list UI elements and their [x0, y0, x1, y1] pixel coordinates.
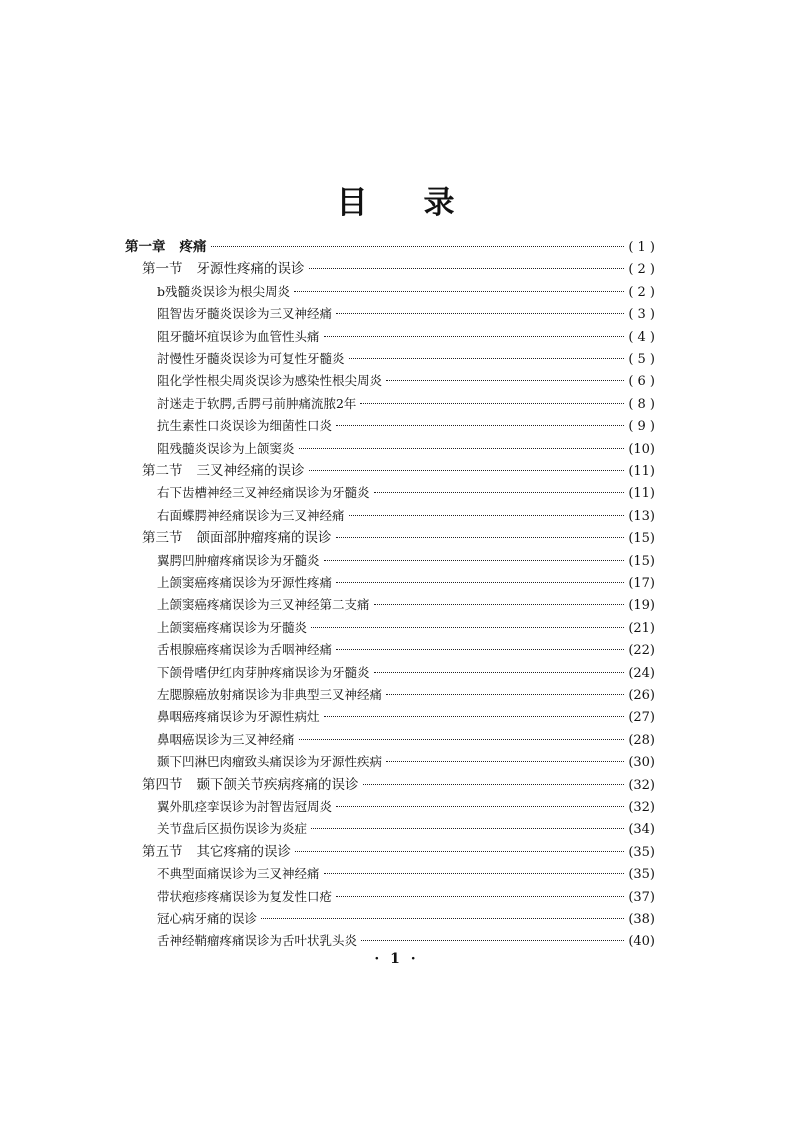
toc-entry-title: 鼻咽癌疼痛误诊为牙源性病灶 — [157, 709, 320, 725]
toc-entry-page: ( 8 ) — [628, 396, 655, 412]
toc-entry[interactable] — [157, 751, 655, 773]
toc-leader-dots — [324, 336, 625, 337]
toc-entry-title: 阻牙髓坏疽误诊为血管性头痛 — [157, 328, 320, 344]
toc-entry[interactable] — [142, 527, 655, 549]
toc-leader-dots — [309, 470, 625, 471]
toc-entry-number: 第二节 — [142, 463, 183, 479]
toc-entry-title: 舌根腺癌疼痛误诊为舌咽神经痛 — [157, 642, 333, 658]
toc-entry[interactable] — [142, 460, 655, 482]
toc-entry-title: 阻化学性根尖周炎误诊为感染性根尖周炎 — [157, 373, 383, 389]
toc-entry-page: (13) — [628, 508, 655, 524]
toc-entry-label — [157, 639, 332, 661]
toc-entry-label — [157, 886, 332, 908]
toc-entry[interactable] — [142, 841, 655, 863]
toc-leader-dots — [363, 784, 625, 785]
toc-entry-label — [142, 258, 305, 280]
toc-entry[interactable] — [157, 438, 655, 460]
toc-entry-page: (15) — [628, 531, 655, 547]
toc-entry-title: 颞下凹淋巴肉瘤致头痛误诊为牙源性疾病 — [157, 754, 383, 770]
toc-entry[interactable] — [157, 348, 655, 370]
toc-entry-title: 其它疼痛的误诊 — [196, 843, 291, 860]
toc-entry[interactable] — [157, 594, 655, 616]
toc-leader-dots — [324, 873, 625, 874]
toc-entry[interactable] — [157, 930, 655, 952]
toc-leader-dots — [336, 537, 625, 538]
toc-entry-label — [157, 818, 307, 840]
toc-entry-page: (37) — [628, 889, 655, 905]
toc-entry[interactable] — [125, 236, 655, 258]
toc-leader-dots — [311, 627, 624, 628]
toc-leader-dots — [386, 694, 624, 695]
toc-leader-dots — [299, 739, 625, 740]
toc-entry-label — [142, 841, 291, 863]
toc-entry-page: (19) — [628, 598, 655, 614]
toc-entry-label — [142, 527, 332, 549]
toc-entry[interactable] — [157, 281, 655, 303]
toc-entry-page: (24) — [628, 665, 655, 681]
toc-entry[interactable] — [157, 706, 655, 728]
toc-entry-title: 左腮腺癌放射痛误诊为非典型三叉神经痛 — [157, 687, 383, 702]
toc-leader-dots — [360, 403, 624, 404]
toc-entry-page: (32) — [628, 777, 655, 793]
toc-entry-label — [142, 774, 359, 796]
toc-entry[interactable] — [157, 729, 655, 751]
toc-entry-page: (32) — [628, 800, 655, 815]
toc-leader-dots — [336, 313, 624, 314]
page-number: · 1 · — [374, 951, 419, 967]
toc-entry-page: ( 6 ) — [628, 374, 655, 390]
page-title-char-1: 目 — [336, 185, 370, 221]
toc-leader-dots — [336, 649, 624, 650]
toc-leader-dots — [324, 560, 625, 561]
toc-entry[interactable] — [157, 886, 655, 908]
toc-entry[interactable] — [157, 908, 655, 930]
toc-entry-label — [142, 460, 305, 482]
toc-entry[interactable] — [157, 393, 655, 415]
toc-leader-dots — [311, 828, 624, 829]
toc-entry-title: 关节盘后区损伤误诊为炎症 — [157, 821, 308, 837]
toc-entry-page: (26) — [628, 688, 655, 703]
toc-entry[interactable] — [157, 639, 655, 661]
toc-entry-title: 翼外肌痉挛误诊为討智齿冠周炎 — [157, 799, 333, 814]
toc-entry[interactable] — [157, 415, 655, 437]
toc-entry-page: (10) — [628, 441, 655, 457]
toc-entry-page: ( 5 ) — [628, 352, 655, 367]
toc-entry-title: 不典型面痛误诊为三叉神经痛 — [157, 866, 320, 882]
toc-entry-label — [157, 594, 370, 616]
toc-entry-page: ( 1 ) — [628, 240, 655, 255]
toc-entry-page: (22) — [628, 643, 655, 659]
toc-entry[interactable] — [157, 326, 655, 348]
toc-entry[interactable] — [157, 662, 655, 684]
toc-leader-dots — [336, 425, 624, 426]
toc-entry-label — [157, 930, 357, 952]
toc-entry[interactable] — [142, 774, 655, 796]
toc-entry-title: 上颌窦癌疼痛误诊为牙髓炎 — [157, 619, 308, 635]
toc-leader-dots — [309, 268, 625, 269]
toc-entry-label — [157, 572, 332, 594]
toc-entry-title: 舌神经鞘瘤疼痛误诊为舌叶状乳头炎 — [157, 933, 358, 949]
toc-entry-page: ( 2 ) — [628, 262, 655, 278]
toc-entry-title: 翼腭凹肿瘤疼痛误诊为牙髓炎 — [157, 552, 320, 568]
toc-entry-label — [157, 729, 295, 751]
toc-entry-page: (35) — [628, 844, 655, 860]
toc-entry-page: (35) — [628, 867, 655, 883]
toc-entry-title: 討慢性牙髓炎误诊为可复性牙髓炎 — [157, 351, 345, 366]
toc-entry-title: 阻智齿牙髓炎误诊为三叉神经痛 — [157, 306, 333, 322]
toc-leader-dots — [386, 380, 624, 381]
toc-leader-dots — [374, 672, 625, 673]
toc-entry-label — [157, 684, 382, 706]
toc-entry[interactable] — [157, 684, 655, 706]
toc-entry-title: 阻残髓炎误诊为上颌窦炎 — [157, 440, 295, 456]
toc-entry-label — [157, 706, 320, 728]
toc-entry-title: 牙源性疼痛的误诊 — [196, 261, 305, 278]
toc-entry-label — [157, 505, 345, 527]
toc-entry-label — [157, 348, 345, 370]
toc-entry-label — [157, 393, 356, 415]
toc-entry-page: (11) — [628, 464, 655, 479]
toc-entry-title: 上颌窦癌疼痛误诊为三叉神经第二支痛 — [157, 597, 370, 613]
toc-leader-dots — [374, 604, 625, 605]
toc-entry-label — [157, 550, 320, 572]
toc-entry-page: (15) — [628, 553, 655, 569]
toc-entry[interactable] — [157, 572, 655, 594]
toc-entry-title: 疼痛 — [179, 239, 207, 255]
toc-entry-label — [157, 662, 370, 684]
toc-entry[interactable] — [157, 796, 655, 818]
toc-entry-page: ( 4 ) — [628, 329, 655, 345]
toc-entry-number: 第一节 — [142, 261, 183, 278]
toc-entry-page: ( 2 ) — [628, 284, 655, 300]
toc-leader-dots — [349, 515, 625, 516]
toc-entry[interactable] — [142, 258, 655, 280]
toc-entry-page: ( 3 ) — [628, 307, 655, 323]
toc-entry-title: 討迷走于软腭,舌腭弓前肿痛流脓2年 — [157, 395, 357, 411]
toc-leader-dots — [211, 246, 625, 247]
toc-entry-label — [157, 370, 382, 392]
toc-leader-dots — [336, 806, 624, 807]
toc-leader-dots — [295, 851, 624, 852]
toc-entry-title: 抗生素性口炎误诊为细菌性口炎 — [157, 418, 333, 434]
toc-entry-label — [157, 281, 290, 303]
toc-entry-page: (21) — [628, 620, 655, 636]
toc-leader-dots — [361, 940, 624, 941]
toc-entry-number: 第四节 — [142, 776, 183, 793]
toc-entry[interactable] — [157, 863, 655, 885]
toc-entry-page: (17) — [628, 576, 655, 591]
page-title-char-2: 录 — [423, 185, 457, 221]
toc-entry-number: 第一章 — [125, 239, 166, 255]
toc-leader-dots — [294, 291, 624, 292]
toc-entry-page: (40) — [628, 934, 655, 950]
toc-entry-label — [157, 303, 332, 325]
toc-entry-title: 颞下颌关节疾病疼痛的误诊 — [196, 776, 359, 793]
toc-entry-page: ( 9 ) — [628, 419, 655, 435]
toc-entry-number: 第五节 — [142, 843, 183, 860]
toc-entry-page: (27) — [628, 710, 655, 726]
toc-entry-page: (30) — [628, 755, 655, 771]
toc-entry[interactable] — [157, 482, 655, 504]
toc-entry-page: (11) — [628, 486, 655, 502]
toc-leader-dots — [324, 716, 625, 717]
toc-entry-label — [157, 617, 307, 639]
toc-entry-title: 三叉神经痛的误诊 — [196, 463, 305, 479]
toc-entry[interactable] — [157, 370, 655, 392]
toc-entry-title: 右下齿槽神经三叉神经痛误诊为牙髓炎 — [157, 485, 370, 501]
toc-entry-page: (28) — [628, 732, 655, 748]
toc-entry-title: 上颌窦癌疼痛误诊为牙源性疼痛 — [157, 575, 333, 590]
toc-leader-dots — [336, 896, 624, 897]
toc-leader-dots — [374, 492, 625, 493]
toc-entry-label — [157, 482, 370, 504]
toc-entry-page: (38) — [628, 912, 655, 927]
toc-entry-title: 带状疱疹疼痛误诊为复发性口疮 — [157, 888, 333, 904]
toc-leader-dots — [336, 582, 624, 583]
toc-entry[interactable] — [157, 550, 655, 572]
toc-entry[interactable] — [157, 505, 655, 527]
toc-entry-title: 颌面部肿瘤疼痛的误诊 — [196, 530, 332, 547]
toc-entry-title: 鼻咽癌误诊为三叉神经痛 — [157, 731, 295, 747]
toc-entry-title: 冠心病牙痛的误诊 — [157, 911, 258, 926]
toc-entry-label — [157, 796, 332, 818]
toc-entry-label — [125, 236, 207, 258]
toc-entry-title: b残髓炎误诊为根尖周炎 — [157, 283, 291, 299]
toc-leader-dots — [299, 448, 625, 449]
toc-leader-dots — [261, 918, 624, 919]
toc-entry[interactable] — [157, 303, 655, 325]
toc-entry-label — [157, 415, 332, 437]
toc-entry-title: 下颌骨嗜伊红肉芽肿疼痛误诊为牙髓炎 — [157, 664, 370, 680]
toc-entry-page: (34) — [628, 822, 655, 838]
toc-leader-dots — [386, 761, 624, 762]
toc-entry-title: 右面蝶腭神经痛误诊为三叉神经痛 — [157, 507, 345, 523]
toc-entry-label — [157, 908, 257, 930]
toc-entry[interactable] — [157, 818, 655, 840]
toc-entry-label — [157, 863, 320, 885]
toc-entry-label — [157, 751, 382, 773]
toc-leader-dots — [349, 358, 625, 359]
toc-entry-number: 第三节 — [142, 530, 183, 547]
toc-entry-label — [157, 438, 295, 460]
toc-entry[interactable] — [157, 617, 655, 639]
toc-entry-label — [157, 326, 320, 348]
